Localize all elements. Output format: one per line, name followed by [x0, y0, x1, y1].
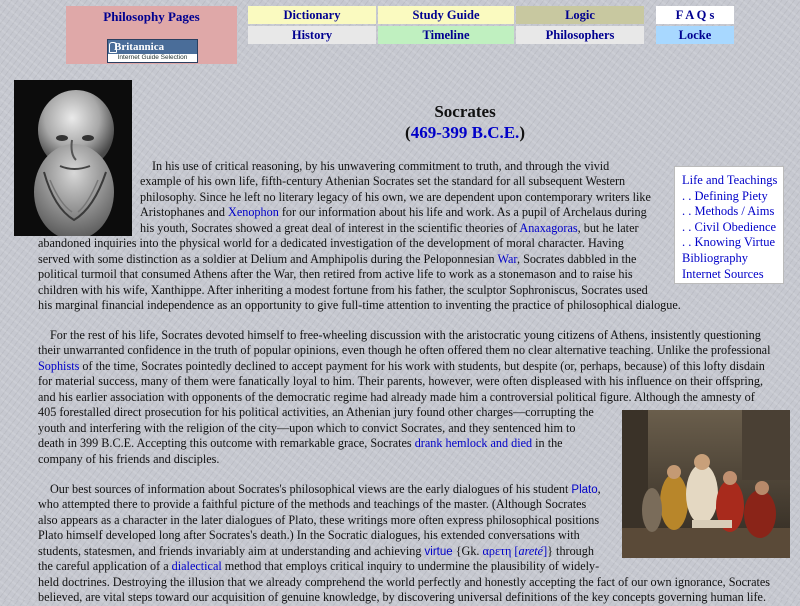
- p1-line-2: example of his own life, fifth-century Athenian Socrates set the standard for all subsequent Western: [140, 174, 626, 188]
- p1-line-5: [140, 221, 639, 237]
- p2-line-7: youth and interfering with the religion of the city—upon which to convict Socrates, and they sentenced him to: [38, 421, 576, 435]
- p1-l4a: Aristophanes and: [140, 205, 229, 219]
- virtue-link[interactable]: virtue: [424, 546, 453, 558]
- nav-faqs[interactable]: F A Q s: [656, 6, 734, 24]
- dialectical-link[interactable]: dialectical: [171, 559, 222, 573]
- p3-l6a: the careful application of a: [38, 559, 172, 573]
- anaxagoras-link[interactable]: Anaxagoras: [519, 221, 578, 235]
- nav-philosophers[interactable]: Philosophers: [516, 26, 644, 44]
- xenophon-link[interactable]: Xenophon: [228, 205, 279, 219]
- britannica-badge-caption: Internet Guide Selection: [108, 54, 197, 62]
- nav-logic[interactable]: Logic: [516, 6, 644, 24]
- p1-l7a: served with some distinction as a soldier at Delium and Amphipolis during the Peloponnesian: [38, 252, 498, 266]
- p2-line-9: company of his friends and disciples.: [38, 452, 220, 466]
- britannica-badge[interactable]: [107, 39, 198, 63]
- p3-line-6: [38, 559, 599, 575]
- nav-dictionary[interactable]: Dictionary: [248, 6, 376, 24]
- nav-locke[interactable]: Locke: [656, 26, 734, 44]
- p3-l5a: students, statesmen, and friends invariably aim at understanding and achieving: [38, 544, 425, 558]
- p2-l8a: death in 399 B.C.E. Accepting this outcome with remarkable grace, Socrates: [38, 436, 415, 450]
- sidebar-methods-aims[interactable]: . . Methods / Aims: [682, 204, 775, 219]
- p1-line-9: children with his wife, Xanthippe. After inheriting a modest fortune from his father, the sculptor Sophroniscus, Socrates used: [38, 283, 648, 297]
- arete-transliteration: areté: [518, 544, 544, 558]
- p2-line-2: their unwarranted confidence in the truth of popular opinions, even though he often offered them no clear alternative teaching. Unlike the professional: [38, 343, 771, 357]
- p3-line-2: who attempted there to provide a faithful picture of the methods and teachings of the master. (Although Socrates: [38, 497, 587, 511]
- p1-l5a: his youth, Socrates showed a great deal of interest in the scientific theories of: [140, 221, 520, 235]
- hemlock-link[interactable]: drank hemlock and died: [414, 436, 533, 450]
- p1-l5b: , but he later: [577, 221, 639, 235]
- p2-l3b: of the time, Socrates pointedly declined to accept payment for his work with students, but despite (or, perhaps, because) of this lofty disdain: [79, 359, 765, 373]
- p3-l5c: } through: [547, 544, 594, 558]
- p1-line-4: [140, 205, 647, 221]
- p1-line-3: philosophy. Since he left no literary legacy of his own, we are dependent upon contemporary writers like: [140, 190, 651, 204]
- p2-line-3: [38, 359, 765, 375]
- dates-close: ): [519, 123, 525, 142]
- sidebar-civil-obedience[interactable]: . . Civil Obedience: [682, 219, 777, 234]
- p2-line-6: 405 forestalled direct prosecution for his political activities, an Athenian jury found other charges—corrupting the: [38, 405, 594, 419]
- war-link[interactable]: War: [497, 252, 517, 266]
- sidebar-defining-piety[interactable]: . . Defining Piety: [682, 188, 768, 203]
- plato-link[interactable]: Plato: [571, 484, 598, 496]
- socrates-bust-image: [14, 80, 132, 236]
- p3-l1a: Our best sources of information about Socrates's philosophical views are the early dialogues of his student: [50, 482, 572, 496]
- p2-line-5: and his earlier association with opponents of the democratic regime had already made him a controversial political figure. Although the amnesty of: [38, 390, 755, 404]
- nav-timeline[interactable]: Timeline: [378, 26, 514, 44]
- p1-line-1: In his use of critical reasoning, by his unwavering commitment to truth, and through the vivid: [152, 159, 610, 173]
- sidebar-internet-sources[interactable]: Internet Sources: [682, 266, 764, 281]
- philosophy-pages-link[interactable]: Philosophy Pages: [103, 9, 200, 24]
- home-nav-box: [66, 6, 237, 64]
- sidebar-knowing-virtue[interactable]: . . Knowing Virtue: [682, 235, 776, 250]
- p2-line-8: [38, 436, 563, 452]
- greek-bracket-close: ]: [543, 544, 548, 558]
- p3-l6b: method that employs critical inquiry to undermine the plausibility of widely-: [221, 559, 600, 573]
- nav-history[interactable]: History: [248, 26, 376, 44]
- p3-l1b: ,: [597, 482, 601, 496]
- p1-line-8: political turmoil that consumed Athens after the War, then retired from active life to work as a stonemason and to raise his: [38, 267, 633, 281]
- p1-l7b: , Socrates dabbled in the: [516, 252, 637, 266]
- p3-line-7: held doctrines. Destroying the illusion that we already comprehend the world perfectly and honestly accepting the fact of our own ignorance, Socrates: [38, 575, 771, 589]
- p3-line-4: Plato himself developed long after Socrates's death.) In the Socratic dialogues, his extended conversations with: [38, 528, 580, 542]
- p1-l4b: for our information about his life and work. As a pupil of Archelaus during: [278, 205, 647, 219]
- p1-line-10: his marginal financial independence as an opportunity to give full-time attention to inventing the practice of philosophical dialogue.: [38, 298, 681, 312]
- death-of-socrates-painting: [622, 410, 790, 558]
- p3-l5b: {Gk.: [452, 544, 483, 558]
- contents-sidebar: [674, 166, 784, 284]
- sophists-link[interactable]: Sophists: [38, 359, 80, 373]
- p1-line-6: abandoned inquiries into the physical world for a dedicated investigation of the development of moral character. Having: [38, 236, 624, 250]
- page-title: Socrates: [434, 102, 496, 121]
- p3-line-3: also appears as a character in the later dialogues of Plato, these writings more often express philosophical positions: [38, 513, 600, 527]
- sidebar-bibliography[interactable]: Bibliography: [682, 250, 748, 265]
- dates-link[interactable]: 469-399 B.C.E.: [410, 123, 520, 142]
- nav-study-guide[interactable]: Study Guide: [378, 6, 514, 24]
- britannica-badge-brand: Britannica: [114, 41, 165, 53]
- sidebar-life-and-teachings[interactable]: Life and Teachings: [682, 173, 778, 187]
- p1-line-7: [38, 252, 636, 268]
- p2-line-1: For the rest of his life, Socrates devoted himself to free-wheeling discussion with the aristocratic young citizens of Athens, insistently questioning: [50, 328, 761, 342]
- dates-open: (: [405, 123, 411, 142]
- p3-line-8: believed, are vital steps toward our acquisition of genuine knowledge, by discovering universal definitions of the key concepts governing human life.: [38, 590, 767, 604]
- p2-l8b: in the: [532, 436, 563, 450]
- p2-line-4: for material success, many of them were fanatically loyal to him. Their parents, however, were often displeased with his influence on their offspring,: [38, 374, 764, 388]
- greek-arete: αρετη [: [482, 544, 519, 558]
- lifespan-dates: [360, 123, 570, 143]
